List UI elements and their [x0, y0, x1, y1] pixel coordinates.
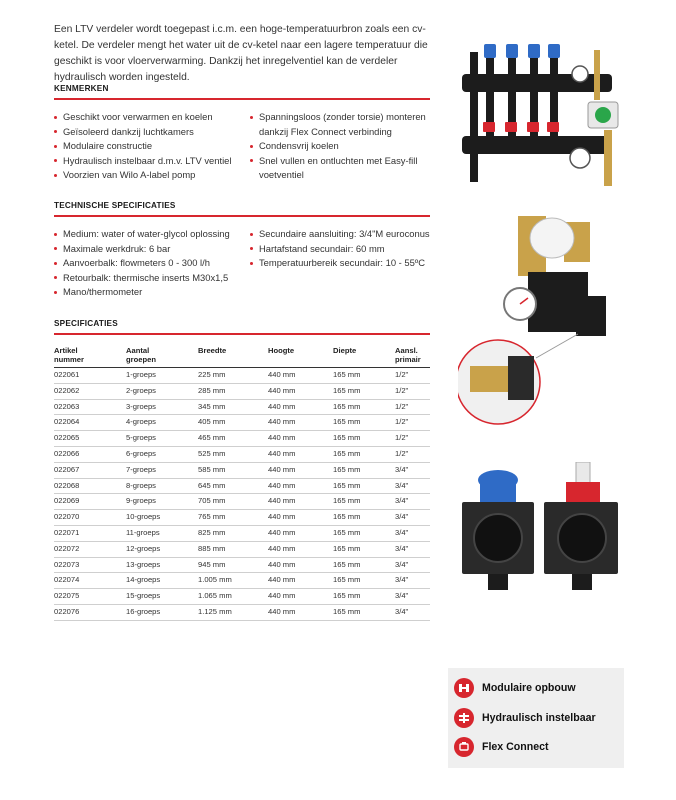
cell-diepte: 165 mm	[333, 462, 395, 478]
list-item: Mano/thermometer	[54, 285, 250, 300]
cell-aansluiting: 1/2"	[395, 431, 430, 447]
cell-aantal: 16-groeps	[120, 604, 198, 620]
col-header-diepte: Diepte	[333, 346, 395, 368]
cell-hoogte: 440 mm	[268, 462, 333, 478]
table-row	[54, 525, 430, 541]
manifold-product-image	[458, 30, 648, 190]
cell-artikel: 022072	[54, 541, 120, 557]
col-header-artikel: Artikel nummer	[54, 346, 120, 368]
kenmerken-list-right	[250, 110, 432, 183]
list-item: Maximale werkdruk: 6 bar	[54, 242, 250, 257]
cell-aantal: 9-groeps	[120, 494, 198, 510]
specificaties-title: SPECIFICATIES	[54, 319, 118, 328]
cell-aantal: 11-groeps	[120, 525, 198, 541]
cell-aansluiting: 3/4"	[395, 525, 430, 541]
cell-aantal: 4-groeps	[120, 415, 198, 431]
feature-hydraulisch	[454, 708, 596, 728]
cell-aantal: 7-groeps	[120, 462, 198, 478]
cell-aansluiting: 3/4"	[395, 604, 430, 620]
table-row	[54, 494, 430, 510]
cell-diepte: 165 mm	[333, 415, 395, 431]
cell-artikel: 022068	[54, 478, 120, 494]
cell-aantal: 12-groeps	[120, 541, 198, 557]
cell-breedte: 525 mm	[198, 446, 268, 462]
cell-breedte: 225 mm	[198, 368, 268, 384]
list-item: Geïsoleerd dankzij luchtkamers	[54, 125, 244, 140]
table-row	[54, 431, 430, 447]
cell-hoogte: 440 mm	[268, 383, 333, 399]
table-row	[54, 446, 430, 462]
cell-aansluiting: 3/4"	[395, 494, 430, 510]
cell-artikel: 022061	[54, 368, 120, 384]
cell-aansluiting: 3/4"	[395, 478, 430, 494]
cell-aantal: 13-groeps	[120, 557, 198, 573]
cell-artikel: 022064	[54, 415, 120, 431]
cell-hoogte: 440 mm	[268, 589, 333, 605]
list-item: Geschikt voor verwarmen en koelen	[54, 110, 244, 125]
table-header-row	[54, 346, 430, 368]
cell-aansluiting: 3/4"	[395, 557, 430, 573]
list-item: Modulaire constructie	[54, 139, 244, 154]
cell-hoogte: 440 mm	[268, 478, 333, 494]
cell-aantal: 10-groeps	[120, 510, 198, 526]
cell-aansluiting: 1/2"	[395, 446, 430, 462]
cell-aansluiting: 1/2"	[395, 415, 430, 431]
col-header-hoogte: Hoogte	[268, 346, 333, 368]
cell-aantal: 2-groeps	[120, 383, 198, 399]
cell-diepte: 165 mm	[333, 557, 395, 573]
kenmerken-divider	[54, 98, 430, 100]
cell-hoogte: 440 mm	[268, 573, 333, 589]
spec-table	[54, 346, 430, 621]
list-item: Medium: water of water-glycol oplossing	[54, 227, 250, 242]
cell-artikel: 022070	[54, 510, 120, 526]
cell-breedte: 765 mm	[198, 510, 268, 526]
cell-aansluiting: 1/2"	[395, 399, 430, 415]
table-row	[54, 399, 430, 415]
cell-hoogte: 440 mm	[268, 604, 333, 620]
cell-breedte: 345 mm	[198, 399, 268, 415]
cell-diepte: 165 mm	[333, 604, 395, 620]
cell-breedte: 465 mm	[198, 431, 268, 447]
table-row	[54, 415, 430, 431]
cell-diepte: 165 mm	[333, 589, 395, 605]
cell-breedte: 585 mm	[198, 462, 268, 478]
cell-aansluiting: 3/4"	[395, 541, 430, 557]
cell-hoogte: 440 mm	[268, 541, 333, 557]
cell-aantal: 6-groeps	[120, 446, 198, 462]
table-row	[54, 383, 430, 399]
cell-hoogte: 440 mm	[268, 510, 333, 526]
table-row	[54, 589, 430, 605]
kenmerken-list-left	[54, 110, 244, 183]
table-row	[54, 510, 430, 526]
cell-aantal: 15-groeps	[120, 589, 198, 605]
table-row	[54, 368, 430, 384]
valve-detail-image	[458, 206, 658, 434]
cell-artikel: 022075	[54, 589, 120, 605]
cell-hoogte: 440 mm	[268, 557, 333, 573]
feature-label: Hydraulisch instelbaar	[482, 712, 596, 724]
list-item: Condensvrij koelen	[250, 139, 432, 154]
cell-breedte: 1.005 mm	[198, 573, 268, 589]
col-header-aantal: Aantal groepen	[120, 346, 198, 368]
cell-diepte: 165 mm	[333, 478, 395, 494]
cell-hoogte: 440 mm	[268, 368, 333, 384]
cell-diepte: 165 mm	[333, 573, 395, 589]
cell-hoogte: 440 mm	[268, 415, 333, 431]
list-item: Voorzien van Wilo A-label pomp	[54, 168, 244, 183]
cell-diepte: 165 mm	[333, 383, 395, 399]
list-item: Temperatuurbereik secundair: 10 - 55ºC	[250, 256, 432, 271]
intro-text: Een LTV verdeler wordt toegepast i.c.m. een hoge-temperatuurbron zoals een cv-ketel. De verdeler mengt het water uit de cv-ketel naar een lagere temperatuur die geschikt is voor vloerverwarming. Dankzij het inregelventiel kan de verdeler hydraulisch worden ingesteld.	[54, 24, 428, 83]
table-row	[54, 604, 430, 620]
cell-aantal: 1-groeps	[120, 368, 198, 384]
cell-diepte: 165 mm	[333, 399, 395, 415]
cell-aansluiting: 1/2"	[395, 368, 430, 384]
feature-flex-connect	[454, 737, 549, 757]
cell-diepte: 165 mm	[333, 431, 395, 447]
specificaties-divider	[54, 333, 430, 335]
cell-breedte: 705 mm	[198, 494, 268, 510]
cell-breedte: 285 mm	[198, 383, 268, 399]
cell-artikel: 022073	[54, 557, 120, 573]
flex-connect-icon	[454, 737, 474, 757]
cell-hoogte: 440 mm	[268, 399, 333, 415]
hydraulic-icon	[454, 708, 474, 728]
table-row	[54, 557, 430, 573]
table-row	[54, 573, 430, 589]
cell-diepte: 165 mm	[333, 510, 395, 526]
cell-breedte: 645 mm	[198, 478, 268, 494]
cell-hoogte: 440 mm	[268, 446, 333, 462]
cell-breedte: 405 mm	[198, 415, 268, 431]
list-item: Hartafstand secundair: 60 mm	[250, 242, 432, 257]
cell-breedte: 1.125 mm	[198, 604, 268, 620]
list-item: Hydraulisch instelbaar d.m.v. LTV ventiel	[54, 154, 244, 169]
cell-artikel: 022067	[54, 462, 120, 478]
technisch-list-left	[54, 227, 250, 300]
feature-label: Modulaire opbouw	[482, 682, 576, 694]
cell-aantal: 5-groeps	[120, 431, 198, 447]
modular-icon	[454, 678, 474, 698]
cell-aansluiting: 3/4"	[395, 462, 430, 478]
cell-artikel: 022076	[54, 604, 120, 620]
cell-diepte: 165 mm	[333, 368, 395, 384]
technisch-divider	[54, 215, 430, 217]
cell-diepte: 165 mm	[333, 494, 395, 510]
cell-breedte: 885 mm	[198, 541, 268, 557]
list-item: Secundaire aansluiting: 3/4"M euroconus	[250, 227, 432, 242]
cell-diepte: 165 mm	[333, 446, 395, 462]
col-header-breedte: Breedte	[198, 346, 268, 368]
feature-label: Flex Connect	[482, 741, 549, 753]
cell-aansluiting: 3/4"	[395, 510, 430, 526]
table-row	[54, 478, 430, 494]
cell-aantal: 14-groeps	[120, 573, 198, 589]
cell-hoogte: 440 mm	[268, 431, 333, 447]
cell-breedte: 945 mm	[198, 557, 268, 573]
list-item: Aanvoerbalk: flowmeters 0 - 300 l/h	[54, 256, 250, 271]
cell-hoogte: 440 mm	[268, 525, 333, 541]
cell-breedte: 1.065 mm	[198, 589, 268, 605]
cell-diepte: 165 mm	[333, 525, 395, 541]
flowmeter-insert-image	[458, 462, 638, 602]
cell-artikel: 022065	[54, 431, 120, 447]
cell-aantal: 8-groeps	[120, 478, 198, 494]
cell-artikel: 022063	[54, 399, 120, 415]
kenmerken-title: KENMERKEN	[54, 84, 109, 93]
cell-artikel: 022074	[54, 573, 120, 589]
cell-breedte: 825 mm	[198, 525, 268, 541]
cell-aansluiting: 3/4"	[395, 589, 430, 605]
cell-artikel: 022069	[54, 494, 120, 510]
feature-modulaire	[454, 678, 576, 698]
list-item: Snel vullen en ontluchten met Easy-fill voetventiel	[250, 154, 432, 183]
cell-artikel: 022066	[54, 446, 120, 462]
table-row	[54, 462, 430, 478]
cell-aansluiting: 3/4"	[395, 573, 430, 589]
cell-artikel: 022062	[54, 383, 120, 399]
technisch-title: TECHNISCHE SPECIFICATIES	[54, 201, 176, 210]
technisch-list-right	[250, 227, 432, 271]
spec-table-body	[54, 368, 430, 621]
cell-artikel: 022071	[54, 525, 120, 541]
cell-aansluiting: 1/2"	[395, 383, 430, 399]
cell-diepte: 165 mm	[333, 541, 395, 557]
list-item: Retourbalk: thermische inserts M30x1,5	[54, 271, 250, 286]
col-header-aansluiting: Aansl. primair	[395, 346, 430, 368]
list-item: Spanningsloos (zonder torsie) monteren dankzij Flex Connect verbinding	[250, 110, 432, 139]
cell-aantal: 3-groeps	[120, 399, 198, 415]
cell-hoogte: 440 mm	[268, 494, 333, 510]
table-row	[54, 541, 430, 557]
